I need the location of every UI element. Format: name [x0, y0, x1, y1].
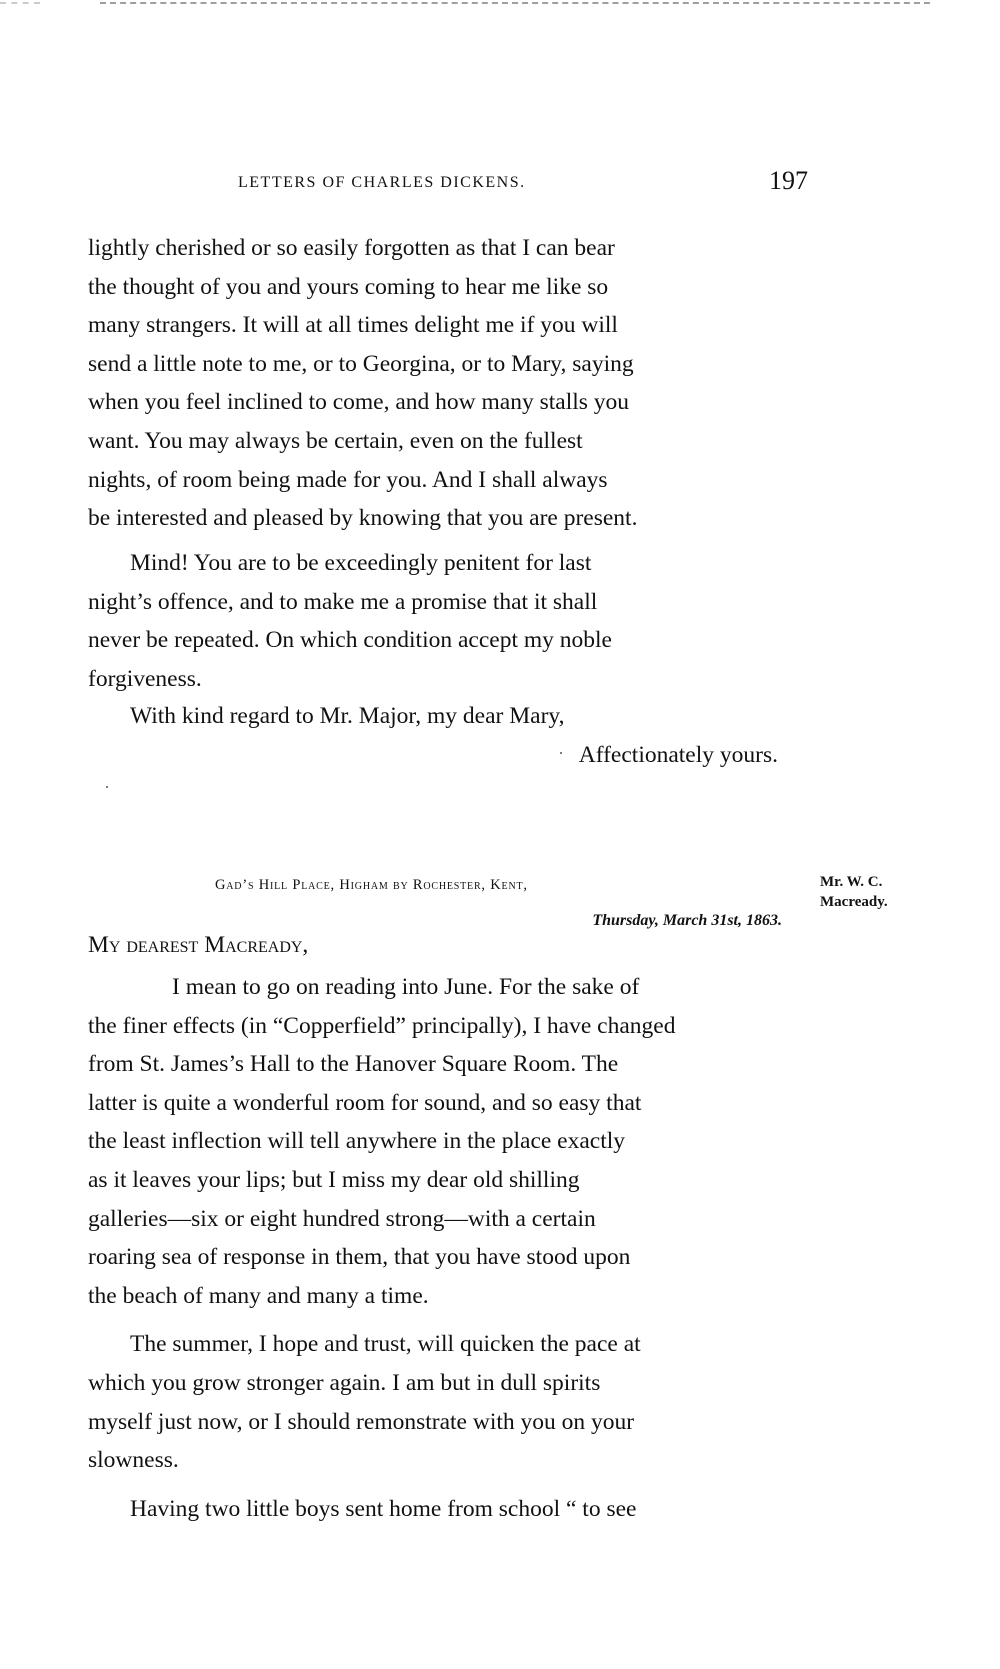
text-line: roaring sea of response in them, that you have stood upon: [88, 1244, 631, 1271]
recipient-note-line: Mr. W. C.: [820, 874, 883, 890]
text-line: lightly cherished or so easily forgotten as that I can bear: [88, 235, 615, 261]
text-line: send a little note to me, or to Georgina, or to Mary, saying: [88, 350, 634, 377]
text-line: The summer, I hope and trust, will quicken the pace at: [130, 1331, 641, 1358]
running-title: LETTERS OF CHARLES DICKENS.: [238, 174, 526, 191]
text-line: latter is quite a wonderful room for sound, and so easy that: [88, 1089, 642, 1116]
letter-greeting: My dearest Macready,: [88, 932, 309, 958]
regard-line: With kind regard to Mr. Major, my dear Mary,: [130, 703, 565, 729]
text-line: as it leaves your lips; but I miss my dear old shilling: [88, 1166, 580, 1193]
closing-block: [88, 697, 808, 774]
page-number: 197: [769, 166, 808, 195]
text-line: I mean to go on reading into June. For the sake of: [172, 974, 640, 1000]
text-line: never be repeated. On which condition accept my noble: [88, 627, 612, 654]
text-line: slowness.: [88, 1447, 179, 1474]
text-line: when you feel inclined to come, and how many stalls you: [88, 389, 630, 416]
recipient-margin-note: [820, 872, 930, 912]
text-line: forgiveness.: [88, 665, 202, 692]
text-line: be interested and pleased by knowing that you are present.: [88, 505, 638, 532]
text-line: Mind! You are to be exceedingly penitent for last: [130, 550, 592, 576]
text-line: the thought of you and yours coming to hear me like so: [88, 273, 609, 300]
text-line: myself just now, or I should remonstrate with you on your: [88, 1408, 635, 1435]
text-line: the finer effects (in “Copperfield” principally), I have changed: [88, 1012, 676, 1039]
running-head: [88, 166, 808, 200]
text-line: want. You may always be certain, even on the fullest: [88, 427, 583, 454]
print-speck: [560, 752, 562, 754]
print-speck: [106, 786, 108, 788]
text-line: Having two little boys sent home from school “ to see: [130, 1495, 637, 1522]
recipient-note-line: Macready.: [820, 894, 888, 910]
letter-date: Thursday, March 31st, 1863.: [592, 912, 782, 929]
text-line: night’s offence, and to make me a promise that it shall: [88, 588, 598, 615]
continuation-paragraph: [88, 229, 808, 538]
scan-edge-mark: [0, 2, 40, 4]
text-line: the least inflection will tell anywhere in the place exactly: [88, 1128, 626, 1155]
letter-body: [88, 968, 808, 1528]
text-line: the beach of many and many a time.: [88, 1282, 429, 1309]
scan-edge-rule: [100, 2, 930, 4]
text-line: nights, of room being made for you. And I shall always: [88, 466, 608, 493]
text-line: many strangers. It will at all times delight me if you will: [88, 312, 618, 339]
mind-paragraph: [88, 544, 808, 698]
signoff-line: Affectionately yours.: [578, 741, 778, 768]
text-line: from St. James’s Hall to the Hanover Square Room. The: [88, 1051, 619, 1078]
text-line: which you grow stronger again. I am but in dull spirits: [88, 1369, 601, 1396]
letter-address: Gad’s Hill Place, Higham by Rochester, Kent,: [215, 877, 528, 893]
text-line: galleries—six or eight hundred strong—with a certain: [88, 1205, 596, 1232]
